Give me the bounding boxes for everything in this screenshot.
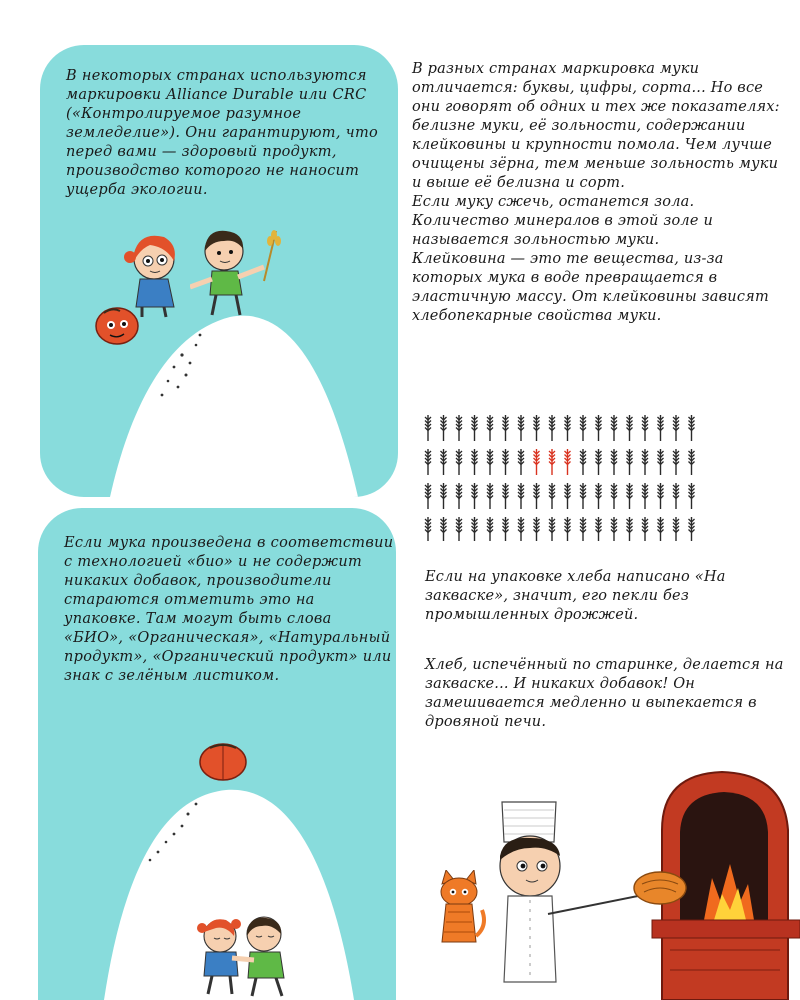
hugging-children [192,914,304,1000]
wheat-stalk-icon [689,415,695,441]
wheat-stalk-icon [673,517,679,541]
baker-character [482,796,692,986]
wheat-stalk-icon [596,483,602,509]
wheat-stalk-icon [425,449,431,475]
labels-panel [40,45,398,497]
wheat-stalk-icon [673,483,679,509]
wheat-stalk-icon [534,415,540,441]
wheat-stalk-icon [472,483,478,509]
ash-content-paragraph: Если муку сжечь, останется зола. Количество минералов в этой золе и называется зольностью муки. [412,194,713,248]
wheat-stalk-icon [487,415,493,441]
wheat-stalk-icon [689,449,695,475]
wheat-stalk-icon [580,517,586,541]
wheat-stalk-icon [596,415,602,441]
wheat-stalk-icon [642,449,648,475]
wheat-stalk-icon [487,517,493,541]
wheat-stalk-icon [503,415,509,441]
wheat-stalk-icon [534,517,540,541]
wheat-stalk-icon [642,415,648,441]
wheat-stalk-icon [534,483,540,509]
cat-character [432,870,488,950]
wheat-stalk-icon [425,517,431,541]
wheat-stalk-icon [580,483,586,509]
wheat-stalk-icon [472,415,478,441]
wheat-stalk-icon [611,483,617,509]
bio-panel [38,508,396,1000]
wheat-stalk-icon [658,415,664,441]
wheat-stalk-icon [596,449,602,475]
wheat-stalk-icon [456,415,462,441]
wheat-stalk-icon [658,517,664,541]
wheat-stalk-icon [565,517,571,541]
bio-text: Если мука произведена в соответствии с технологией «био» и не содержит никаких добавок, производители стараются отметить это на упаковке. Там могут быть слова «БИО», «Органическая», «Натуральный продукт», «Органический продукт» или знак с зелёным листиком. [64,535,394,684]
wheat-stalk-icon [518,483,524,509]
wheat-stalk-icon [642,483,648,509]
girl-character [120,227,192,319]
wheat-stalk-icon [565,449,571,475]
wheat-stalk-icon [611,449,617,475]
wheat-stalk-icon [627,415,633,441]
wheat-stalk-icon [441,449,447,475]
wheat-stalk-icon [487,483,493,509]
wheat-stalk-icon [596,517,602,541]
wheat-stalk-icon [673,449,679,475]
wheat-stalk-icon [425,415,431,441]
wheat-stalk-icon [627,517,633,541]
wheat-stalk-icon [441,483,447,509]
wheat-stalk-icon [658,449,664,475]
wheat-stalk-icon [503,517,509,541]
wheat-stalk-icon [456,517,462,541]
wheat-stalk-icon [627,483,633,509]
wheat-stalk-icon [673,415,679,441]
wheat-stalk-icon [611,415,617,441]
wheat-stalk-icon [441,415,447,441]
wheat-stalk-icon [549,517,555,541]
boy-character [190,221,290,321]
wheat-stalk-icon [456,449,462,475]
wheat-stalk-icon [689,517,695,541]
wheat-stalk-icon [549,449,555,475]
labels-text: В некоторых странах используются маркировки Alliance Durable или CRC («Контролируемое разумное земледелие»). Они гарантируют, что перед вами — здоровый продукт, производство которого не наносит ущерба экологии. [66,68,379,198]
wheat-stalk-icon [580,415,586,441]
wheat-stalk-icon [441,517,447,541]
wheat-stalk-icon [425,483,431,509]
wheat-stalk-icon [642,517,648,541]
gluten-paragraph: Клейковина — это те вещества, из-за которых мука в воде превращается в эластичную массу. От клейковины зависят хлебопекарные свойства муки. [412,251,769,324]
wheat-stalk-icon [518,517,524,541]
wheat-stalk-icon [611,517,617,541]
wheat-stalk-icon [565,483,571,509]
wheat-stalk-icon [472,517,478,541]
tomato-character [198,740,248,782]
flour-grading-paragraph: В разных странах маркировка муки отличается: буквы, цифры, сорта... Но все они говорят об одних и тех же показателях: белизне муки, её зольности, содержании клейковины и крупности помола. Чем лучше очищены зёрна, тем меньше зольность муки и выше её белизна и сорт. [412,61,780,191]
flour-grading-text [412,60,792,326]
sourdough-label-text: Если на упаковке хлеба написано «На закваске», значит, его пекли без промышленных дрожжей. [425,569,726,623]
wheat-stalk-icon [503,483,509,509]
wheat-stalk-icon [456,483,462,509]
wheat-stalk-icon [549,415,555,441]
wheat-stalk-icon [503,449,509,475]
wheat-stalk-grid [422,413,732,541]
wheat-stalk-icon [580,449,586,475]
wheat-stalk-icon [518,449,524,475]
wheat-stalk-icon [565,415,571,441]
wheat-stalk-icon [549,483,555,509]
wheat-stalk-icon [518,415,524,441]
wheat-stalk-icon [689,483,695,509]
wheat-stalk-icon [658,483,664,509]
traditional-bread-text: Хлеб, испечённый по старинке, делается на закваске... И никаких добавок! Он замешивается медленно и выпекается в дровяной печи. [425,657,784,730]
wheat-stalk-icon [472,449,478,475]
wheat-stalk-icon [487,449,493,475]
wheat-stalk-icon [534,449,540,475]
wheat-stalk-icon [627,449,633,475]
